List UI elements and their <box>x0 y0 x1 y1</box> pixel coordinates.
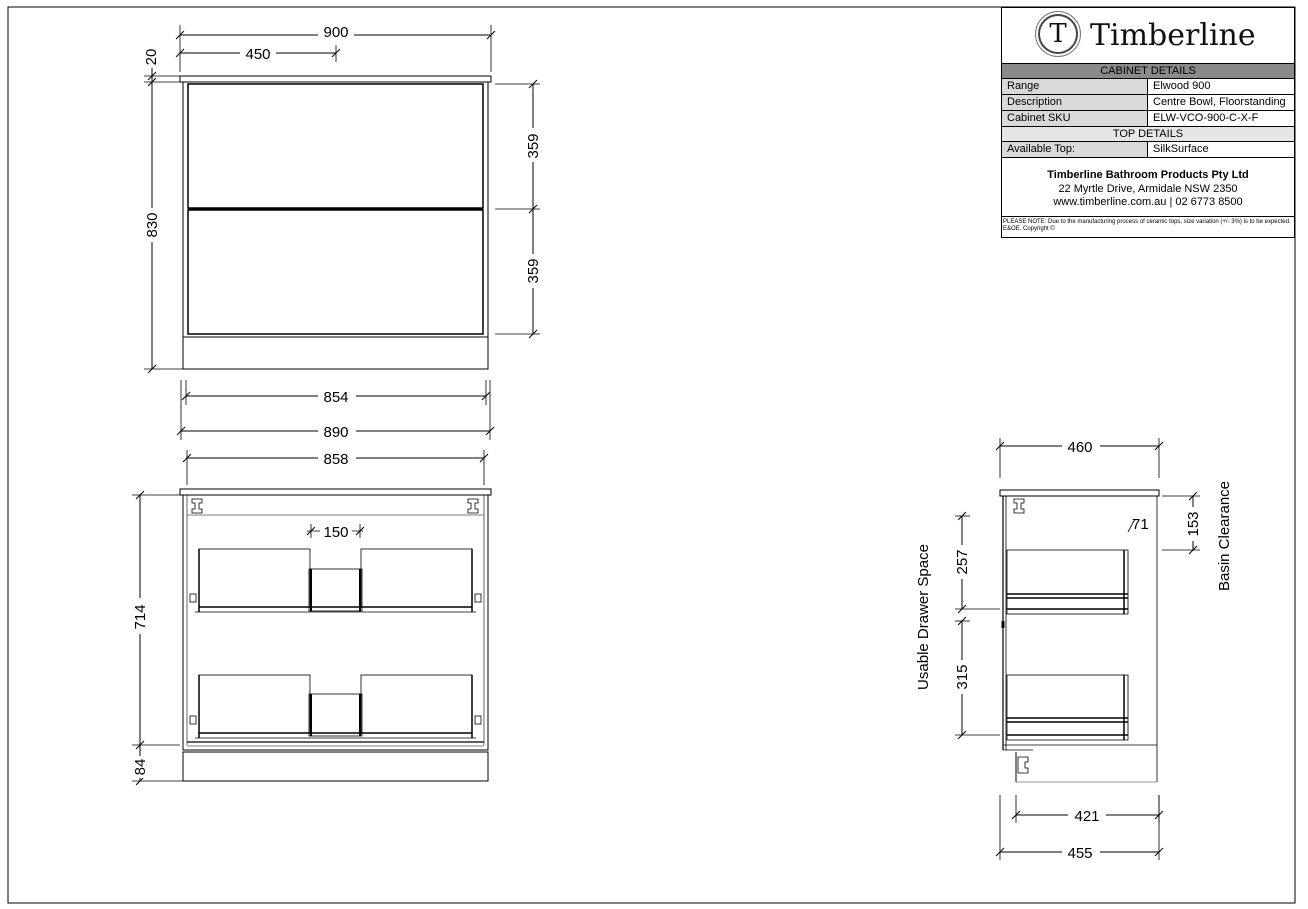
front-view <box>144 25 540 440</box>
side-upper-drawer <box>1007 550 1128 614</box>
detail-label: Description <box>1002 95 1148 110</box>
detail-row-description <box>1002 95 1294 111</box>
brand-name: Timberline <box>1090 18 1256 53</box>
side-view <box>955 438 1200 860</box>
company-address: 22 Myrtle Drive, Armidale NSW 2350 <box>1058 182 1238 195</box>
brand-logo <box>1002 8 1294 63</box>
front-upper-drawer <box>188 84 483 208</box>
company-info <box>1002 158 1294 216</box>
detail-row-sku <box>1002 111 1294 126</box>
front-lower-drawer <box>188 210 483 334</box>
internal-lower-drawer-left <box>199 675 310 733</box>
dim-upper-drawer: 359 <box>525 133 542 159</box>
front-top-slab <box>180 76 491 82</box>
internal-upper-drawer-left <box>199 549 310 607</box>
top-details-heading: TOP DETAILS <box>1002 126 1294 142</box>
dim-body-depth: 455 <box>1067 845 1093 862</box>
side-top-slab <box>1000 490 1159 496</box>
detail-label: Range <box>1002 79 1148 94</box>
company-name: Timberline Bathroom Products Pty Ltd <box>1047 169 1249 181</box>
detail-value: SilkSurface <box>1153 143 1209 155</box>
dim-drawer-depth: 421 <box>1074 808 1100 825</box>
dim-upper-drawer-space: 257 <box>954 549 971 575</box>
front-kick <box>183 337 488 369</box>
label-basin-clearance: Basin Clearance <box>1216 480 1233 592</box>
internal-lower-drawer-right <box>361 675 472 733</box>
dim-overall-depth: 460 <box>1067 439 1093 456</box>
dim-top-thickness: 20 <box>143 48 160 66</box>
dim-half-width: 450 <box>245 46 271 63</box>
dim-overall-width: 900 <box>323 24 349 41</box>
company-contact: www.timberline.com.au | 02 6773 8500 <box>1053 196 1243 208</box>
internal-kick <box>183 752 488 781</box>
title-block <box>1001 7 1295 238</box>
dim-offset: 71 <box>1132 516 1149 533</box>
disclaimer-note: PLEASE NOTE: Due to the manufacturing process of ceramic tops, size variation (+/- 3%) is to be expected. E&OE. Copyright © <box>1002 216 1294 233</box>
cabinet-details-heading: CABINET DETAILS <box>1002 63 1294 79</box>
dim-lower-drawer: 359 <box>525 258 542 284</box>
dim-internal-height: 714 <box>132 604 149 630</box>
dim-kick-width: 890 <box>323 424 349 441</box>
detail-label: Cabinet SKU <box>1002 111 1148 126</box>
detail-value: Centre Bowl, Floorstanding <box>1153 96 1286 108</box>
side-lower-drawer <box>1007 675 1128 740</box>
internal-view <box>132 450 491 785</box>
detail-row-range <box>1002 79 1294 95</box>
logo-monogram-icon: T <box>1038 14 1078 54</box>
dim-inner-width: 854 <box>323 389 349 406</box>
dim-lower-drawer-space: 315 <box>954 664 971 690</box>
internal-top-slab <box>180 489 491 495</box>
detail-label: Available Top: <box>1002 142 1148 157</box>
dim-kick-height: 84 <box>132 758 149 776</box>
internal-upper-drawer-right <box>361 549 472 607</box>
dim-cutout-width: 150 <box>323 524 349 541</box>
detail-value: Elwood 900 <box>1153 80 1211 92</box>
detail-value: ELW-VCO-900-C-X-F <box>1153 112 1259 124</box>
label-usable-drawer-space: Usable Drawer Space <box>915 544 932 690</box>
dim-internal-width: 858 <box>323 451 349 468</box>
detail-row-available-top <box>1002 142 1294 158</box>
dim-basin-clearance: 153 <box>1185 511 1202 537</box>
dim-overall-height: 830 <box>144 212 161 238</box>
